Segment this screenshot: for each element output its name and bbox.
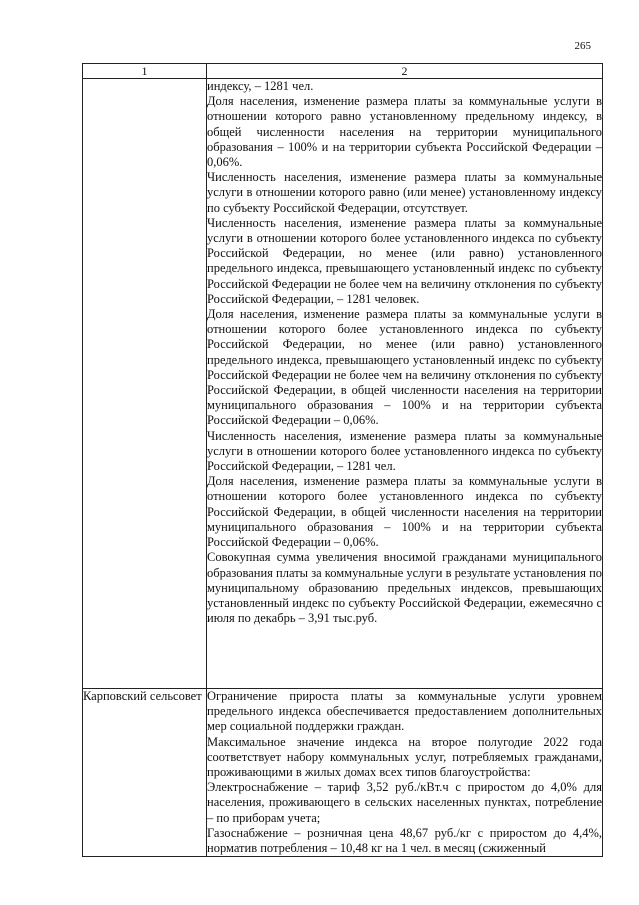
paragraph: Численность населения, изменение размера платы за коммунальные услуги в отношении которого равно (или менее) установленному индексу по субъекту Российской Федерации, отсутствует. [207,170,602,215]
paragraph: Совокупная сумма увеличения вносимой гражданами муниципального образования платы за коммунальные услуги в результате установления по муниципальному образованию предельных индексов, превышающих установленный индекс по субъекту Российской Федерации, ежемесячно с июля по декабрь – 3,91 тыс.руб. [207,550,603,626]
paragraph: Численность населения, изменение размера платы за коммунальные услуги в отношении которого более установленного индекса по субъекту Российской Федерации, но менее (или равно) установленного предельного индекса, превышающего установленный индекс по субъекту Российской Федерации не более чем на величину отклонения по субъекту Российской Федерации, – 1281 человек. [207,215,602,306]
table-row [83,689,603,857]
table-header-row [83,64,603,79]
description-cell [207,79,603,689]
table-row [83,79,603,689]
paragraph: Максимальное значение индекса на второе полугодие 2022 года соответствует набору коммунальных услуг, потребляемых гражданами, проживающими в жилых домах всех типов благоустройства: [207,734,602,780]
paragraph: индексу, – 1281 чел. [207,79,314,93]
paragraph: Доля населения, изменение размера платы за коммунальные услуги в отношении которого равно установленному предельному индексу, в общей численности населения на территории муниципального образования – 100% и на территории субъекта Российской Федерации – 0,06%. [207,94,602,170]
paragraph: Электроснабжение – тариф 3,52 руб./кВт.ч с приростом до 4,0% для населения, проживающего в сельских населенных пунктах, потребление – по приборам учета; [207,780,602,825]
column-number-1: 1 [83,64,207,79]
paragraph: Численность населения, изменение размера платы за коммунальные услуги в отношении которого более установленного индекса по субъекту Российской Федерации, – 1281 чел. [207,428,602,474]
paragraph: Доля населения, изменение размера платы за коммунальные услуги в отношении которого более установленного индекса по субъекту Российской Федерации, в общей численности населения на территории муниципального образования – 100% и на территории субъекта Российской Федерации – 0,06%. [207,474,602,550]
paragraph: Газоснабжение – розничная цена 48,67 руб./кг с приростом до 4,4%, норматив потребления – 10,48 кг на 1 чел. в месяц (сжиженный [207,825,602,856]
municipality-cell [83,79,207,689]
document-table [82,63,603,857]
column-number-2: 2 [207,64,603,79]
paragraph: Ограничение прироста платы за коммунальные услуги уровнем предельного индекса обеспечивается предоставлением дополнительных мер социальной поддержки граждан. [207,689,602,734]
paragraph: Доля населения, изменение размера платы за коммунальные услуги в отношении которого более установленного индекса по субъекту Российской Федерации, но менее (или равно) установленного предельного индекса, превышающего установленный индекс по субъекту Российской Федерации не более чем на величину отклонения по субъекту Российской Федерации, в общей численности населения на территории муниципального образования – 100% и на территории субъекта Российской Федерации – 0,06%. [207,307,602,428]
municipality-cell: Карповский сельсовет [83,689,207,857]
page-number: 265 [574,40,591,52]
description-cell [207,689,603,857]
